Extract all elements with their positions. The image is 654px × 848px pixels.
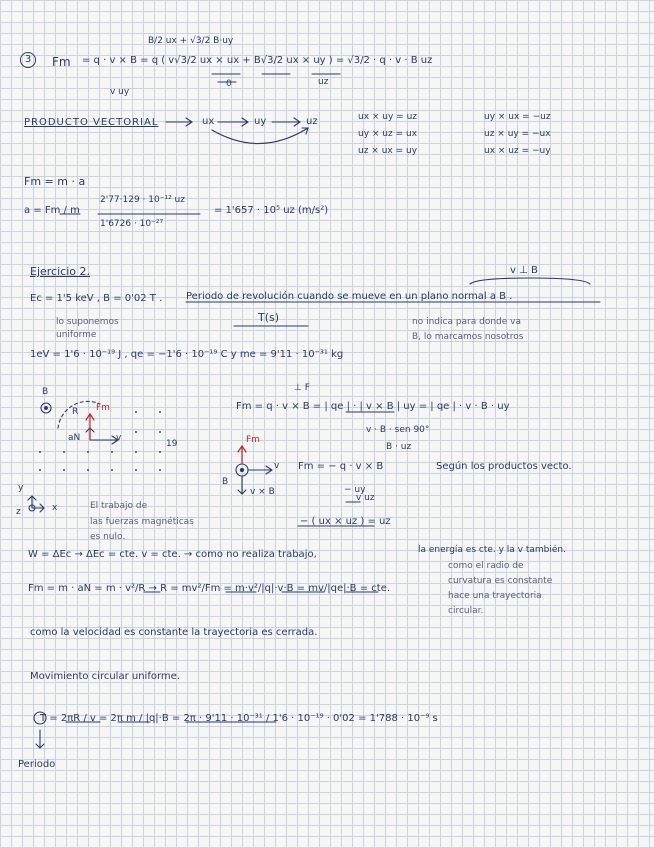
trabajo-note-2: las fuerzas magnéticas xyxy=(90,517,194,527)
fm-cross-product: = q · v × B = q ( v√3/2 ux × ux + B√3/2 ux × uy ) = √3/2 · q · v · B uz xyxy=(82,55,433,66)
zero-label: 0 xyxy=(226,79,232,89)
exercise-title: Ejercicio 2. xyxy=(30,265,90,278)
a-over-m: a = Fm / m xyxy=(24,205,80,216)
a-result: = 1'657 · 10⁵ uz (m/s²) xyxy=(214,205,329,216)
radio-note-3: hace una trayectoria xyxy=(448,591,542,601)
period-equation: T = 2πR / v = 2π m / |q|·B = 2π · 9'11 · 10⁻³¹ / 1'6 · 10⁻¹⁹ · 0'02 = 1'788 · 10⁻⁹ s xyxy=(40,713,438,724)
chain-uy: uy xyxy=(254,116,267,127)
minus-ux-uz: − ( ux × uz ) = uz xyxy=(300,516,391,527)
v-uy-label: v uy xyxy=(110,87,130,97)
radio-note-1: como el radio de xyxy=(448,561,524,571)
diagram-an-label: aN xyxy=(68,433,81,443)
top-line: B/2 ux + √3/2 B·uy xyxy=(148,36,234,46)
suponemos-note: lo suponemos xyxy=(56,317,119,327)
trabajo-note-1: El trabajo de xyxy=(90,501,148,511)
a-denominator: 1'6726 · 10⁻²⁷ xyxy=(100,219,164,229)
diagram2-v-label: v xyxy=(274,461,280,471)
diagram2-vxb-label: v × B xyxy=(250,487,275,497)
diagram2-fm-label: Fm xyxy=(246,435,260,445)
table-left-3: uz × ux = uy xyxy=(358,146,418,156)
axis-x-label: x xyxy=(52,503,58,513)
statement-data: Ec = 1'5 keV , B = 0'02 T . xyxy=(30,293,163,304)
table-left-2: uy × uz = ux xyxy=(358,129,418,139)
table-right-1: uy × ux = −uz xyxy=(484,112,551,122)
uniforme-note: uniforme xyxy=(56,330,97,340)
fm-equals-ma: Fm = m · a xyxy=(24,175,86,188)
periodo-label: Periodo xyxy=(18,759,56,770)
v-uz: v uz xyxy=(356,493,375,503)
perp-f-label: ⊥ F xyxy=(294,383,310,393)
producto-vectorial-heading: PRODUCTO VECTORIAL xyxy=(24,117,159,128)
axis-z-label: z xyxy=(16,507,21,517)
fm-label: Fm xyxy=(52,55,71,69)
problem-number: 3 xyxy=(20,52,36,68)
period-symbol: T(s) xyxy=(258,311,280,324)
a-numerator: 2'77·129 · 10⁻¹² uz xyxy=(100,195,185,205)
no-indica-note: no indica para donde va xyxy=(412,317,521,327)
radius-equation: Fm = m · aN = m · v²/R → R = mv²/Fm = m·v²/|q|·v·B = mv/|qe|·B = cte. xyxy=(28,583,391,594)
diagram-r-label: R xyxy=(72,407,79,417)
force-line-1: Fm = q · v × B = | qe | · | v × B | uy = | qe | · v · B · uy xyxy=(236,401,510,412)
table-right-2: uz × uy = −ux xyxy=(484,129,551,139)
v-perp-b: v ⊥ B xyxy=(510,265,538,276)
constants-line: 1eV = 1'6 · 10⁻¹⁹ J , qe = −1'6 · 10⁻¹⁹ C y me = 9'11 · 10⁻³¹ kg xyxy=(30,349,344,360)
diagram2-b-label: B xyxy=(222,477,229,487)
diagram-v-label: v xyxy=(116,433,122,443)
diagram-num-label: 19 xyxy=(166,439,178,449)
force-buz: B · uz xyxy=(386,442,412,452)
chain-uz: uz xyxy=(306,116,318,127)
energia-note: la energía es cte. y la v también. xyxy=(418,545,566,555)
axis-y-label: y xyxy=(18,483,24,493)
table-right-3: ux × uz = −uy xyxy=(484,146,551,156)
b-marcamos-note: B, lo marcamos nosotros xyxy=(412,332,524,342)
trabajo-note-3: es nulo. xyxy=(90,532,126,542)
force-sen90: v · B · sen 90° xyxy=(366,425,430,435)
radio-note-4: circular. xyxy=(448,606,484,616)
force-line-2: Fm = − q · v × B xyxy=(298,461,384,472)
diagram-b-label: B xyxy=(42,387,49,397)
uz-label: uz xyxy=(318,77,329,87)
statement-question: Periodo de revolución cuando se mueve en un plano normal a B . xyxy=(186,291,513,302)
work-line: W = ΔEc → ΔEc = cte. v = cte. → como no realiza trabajo, xyxy=(28,549,317,560)
segun-productos: Según los productos vecto. xyxy=(436,461,572,472)
minus-uy: − uy xyxy=(344,485,366,495)
chain-ux: ux xyxy=(202,116,215,127)
diagram-fm-label: Fm xyxy=(96,403,110,413)
radio-note-2: curvatura es constante xyxy=(448,576,553,586)
mcu-label: Movimiento circular uniforme. xyxy=(30,671,180,682)
table-left-1: ux × uy = uz xyxy=(358,112,418,122)
conclusion-line: como la velocidad es constante la trayectoria es cerrada. xyxy=(30,627,318,638)
